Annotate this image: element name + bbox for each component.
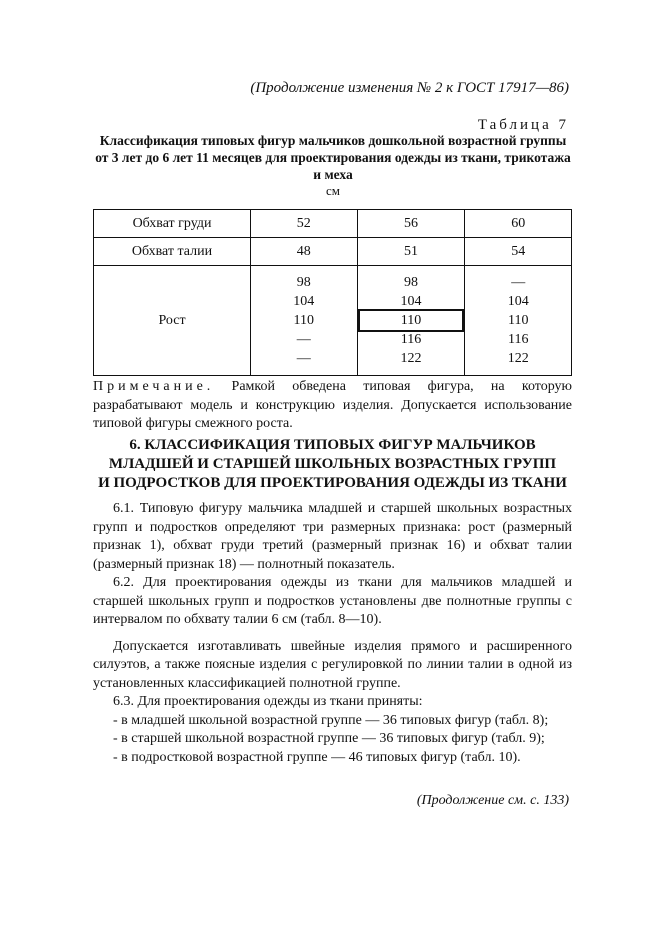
waist-cell: 51: [357, 238, 465, 266]
table-note: [93, 378, 572, 434]
table-row-waist: [94, 238, 572, 266]
chest-cell: 52: [251, 210, 358, 238]
height-value: 104: [400, 294, 422, 309]
chest-label: Обхват груди: [94, 210, 251, 238]
table-title: Классификация типовых фигур мальчиков дошкольной возрастной группы от 3 лет до 6 лет 11 месяцев для проектирования одежды из ткани, трикотажа и меха: [95, 133, 571, 182]
note-label: Примечание.: [93, 379, 215, 394]
height-label: Рост: [94, 266, 251, 376]
unit-label: см: [326, 183, 340, 198]
typical-figure-frame: 110: [360, 311, 462, 330]
paragraph-6-2: 6.2. Для проектирования одежды из ткани для мальчиков младшей и старшей школьных групп и подростков установлены две полнотные группы с интервалом по обхвату талии 6 см (табл. 8—10).: [93, 575, 572, 627]
paragraph-6-3: 6.3. Для проектирования одежды из ткани приняты:: [113, 694, 423, 709]
table-row-height: [94, 266, 572, 376]
paragraph-6-2-note: Допускается изготавливать швейные изделия прямого и расширенного силуэтов, а также поясные изделия с регулировкой по линии талии в одной из установленных классификацией полнотной группе.: [93, 638, 572, 691]
figure-classification-table: [93, 209, 572, 376]
height-value: 110: [507, 313, 529, 328]
note-text: Рамкой обведена типовая фигура, на которую разрабатывают модель и конструкцию изделия. Допускается использование типовой фигуры смежного роста.: [93, 379, 572, 431]
height-value: 104: [507, 294, 529, 309]
height-value: 110: [293, 313, 315, 328]
section-title: [93, 436, 572, 493]
height-value: 116: [507, 332, 529, 347]
height-value: 122: [400, 351, 422, 366]
list-item: - в младшей школьной возрастной группе — 36 типовых фигур (табл. 8);: [113, 712, 549, 728]
height-value: —: [296, 332, 311, 347]
section-title-line: 6. КЛАССИФИКАЦИЯ ТИПОВЫХ ФИГУР МАЛЬЧИКОВ: [129, 437, 536, 453]
section-title-line: МЛАДШЕЙ И СТАРШЕЙ ШКОЛЬНЫХ ВОЗРАСТНЫХ ГРУПП: [108, 456, 557, 472]
waist-cell: 48: [251, 238, 358, 266]
height-cell: [251, 266, 358, 376]
section-title-line: И ПОДРОСТКОВ ДЛЯ ПРОЕКТИРОВАНИЯ ОДЕЖДЫ ИЗ ТКАНИ: [98, 475, 567, 491]
height-cell: [357, 266, 465, 376]
height-value: 98: [296, 275, 311, 290]
table-label: Таблица 7: [477, 117, 569, 133]
continuation-header: (Продолжение изменения № 2 к ГОСТ 17917—86): [250, 80, 569, 96]
waist-cell: 54: [465, 238, 572, 266]
height-cell: [465, 266, 572, 376]
waist-label: Обхват талии: [94, 238, 251, 266]
height-value: 98: [404, 275, 418, 290]
chest-cell: 60: [465, 210, 572, 238]
height-value: —: [511, 275, 526, 290]
continuation-footer: (Продолжение см. с. 133): [416, 793, 569, 808]
paragraph-6-1: 6.1. Типовую фигуру мальчика младшей и старшей школьных возрастных групп и подростков определяют три размерных признака: рост (размерный признак 1), обхват груди третий (размерный признак 16) и обхват талии (размерный признак 18) — полнотный показатель.: [93, 501, 572, 572]
chest-cell: 56: [357, 210, 465, 238]
height-value: —: [296, 351, 311, 366]
table-row-chest: [94, 210, 572, 238]
list-item: - в старшей школьной возрастной группе — 36 типовых фигур (табл. 9);: [113, 731, 545, 746]
height-value: 116: [400, 332, 422, 347]
height-value: 122: [507, 351, 529, 366]
section-body: [93, 500, 572, 767]
height-value: 104: [293, 294, 315, 309]
list-item: - в подростковой возрастной группе — 46 типовых фигур (табл. 10).: [113, 749, 521, 765]
